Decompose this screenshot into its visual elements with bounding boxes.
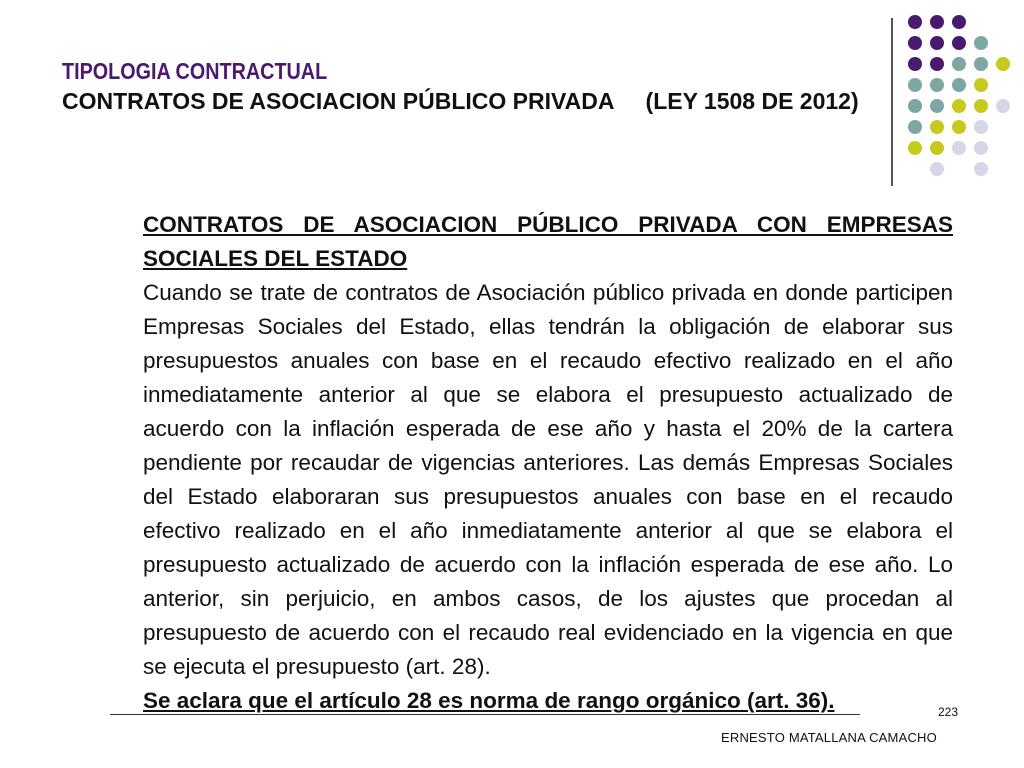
- decorative-dot: [952, 36, 966, 50]
- clarification-note: Se aclara que el artículo 28 es norma de rango orgánico (art. 36).: [143, 688, 835, 713]
- author-footer: ERNESTO MATALLANA CAMACHO: [721, 730, 937, 745]
- decorative-dot: [974, 99, 988, 113]
- slide-supertitle: TIPOLOGIA CONTRACTUAL: [62, 58, 328, 84]
- decorative-dot: [930, 15, 944, 29]
- decorative-dot: [952, 99, 966, 113]
- decorative-dot: [908, 120, 922, 134]
- decorative-dot: [930, 57, 944, 71]
- slide-title-block: [62, 57, 862, 118]
- section-heading: CONTRATOS DE ASOCIACION PÚBLICO PRIVADA CON EMPRESAS SOCIALES DEL ESTADO: [143, 212, 953, 271]
- decorative-dot: [974, 36, 988, 50]
- decorative-dot: [952, 78, 966, 92]
- decorative-dot: [908, 141, 922, 155]
- decorative-dot: [908, 99, 922, 113]
- decorative-dot: [996, 99, 1010, 113]
- decorative-dot: [930, 162, 944, 176]
- slide-title: CONTRATOS DE ASOCIACION PÚBLICO PRIVADA (LEY 1508 DE 2012): [62, 88, 859, 114]
- decorative-dot: [974, 141, 988, 155]
- decorative-dot: [974, 120, 988, 134]
- decorative-dot: [930, 120, 944, 134]
- decorative-dot: [908, 57, 922, 71]
- decorative-dot: [930, 78, 944, 92]
- decorative-dot: [930, 141, 944, 155]
- decorative-dot: [974, 78, 988, 92]
- footer-divider: [110, 714, 860, 715]
- decorative-dot: [952, 120, 966, 134]
- decorative-dot: [908, 36, 922, 50]
- decorative-dot: [952, 57, 966, 71]
- decorative-vertical-line: [891, 18, 893, 186]
- decorative-dot: [974, 162, 988, 176]
- decorative-dot: [930, 99, 944, 113]
- decorative-dot: [974, 57, 988, 71]
- body-paragraph: Cuando se trate de contratos de Asociación público privada en donde participen Empresas Sociales del Estado, ellas tendrán la obligación de elaborar sus presupuestos anuales con base en el recaudo efectivo realizado en el año inmediatamente anterior al que se elabora el presupuesto actualizado de acuerdo con la inflación esperada de ese año y hasta el 20% de la cartera pendiente por recaudar de vigencias anteriores. Las demás Empresas Sociales del Estado elaboraran sus presupuestos anuales con base en el recaudo efectivo realizado en el año inmediatamente anterior al que se elabora el presupuesto actualizado de acuerdo con la inflación esperada de ese año. Lo anterior, sin perjuicio, en ambos casos, de los ajustes que procedan al presupuesto de acuerdo con el recaudo real evidenciado en la vigencia en que se ejecuta el presupuesto (art. 28).: [143, 280, 953, 679]
- slide-content: [143, 208, 953, 718]
- decorative-dot: [952, 15, 966, 29]
- decorative-dot: [952, 141, 966, 155]
- page-number: 223: [938, 705, 959, 719]
- decorative-dot: [908, 78, 922, 92]
- decorative-dot: [930, 36, 944, 50]
- decorative-dot: [996, 57, 1010, 71]
- decorative-dot: [908, 15, 922, 29]
